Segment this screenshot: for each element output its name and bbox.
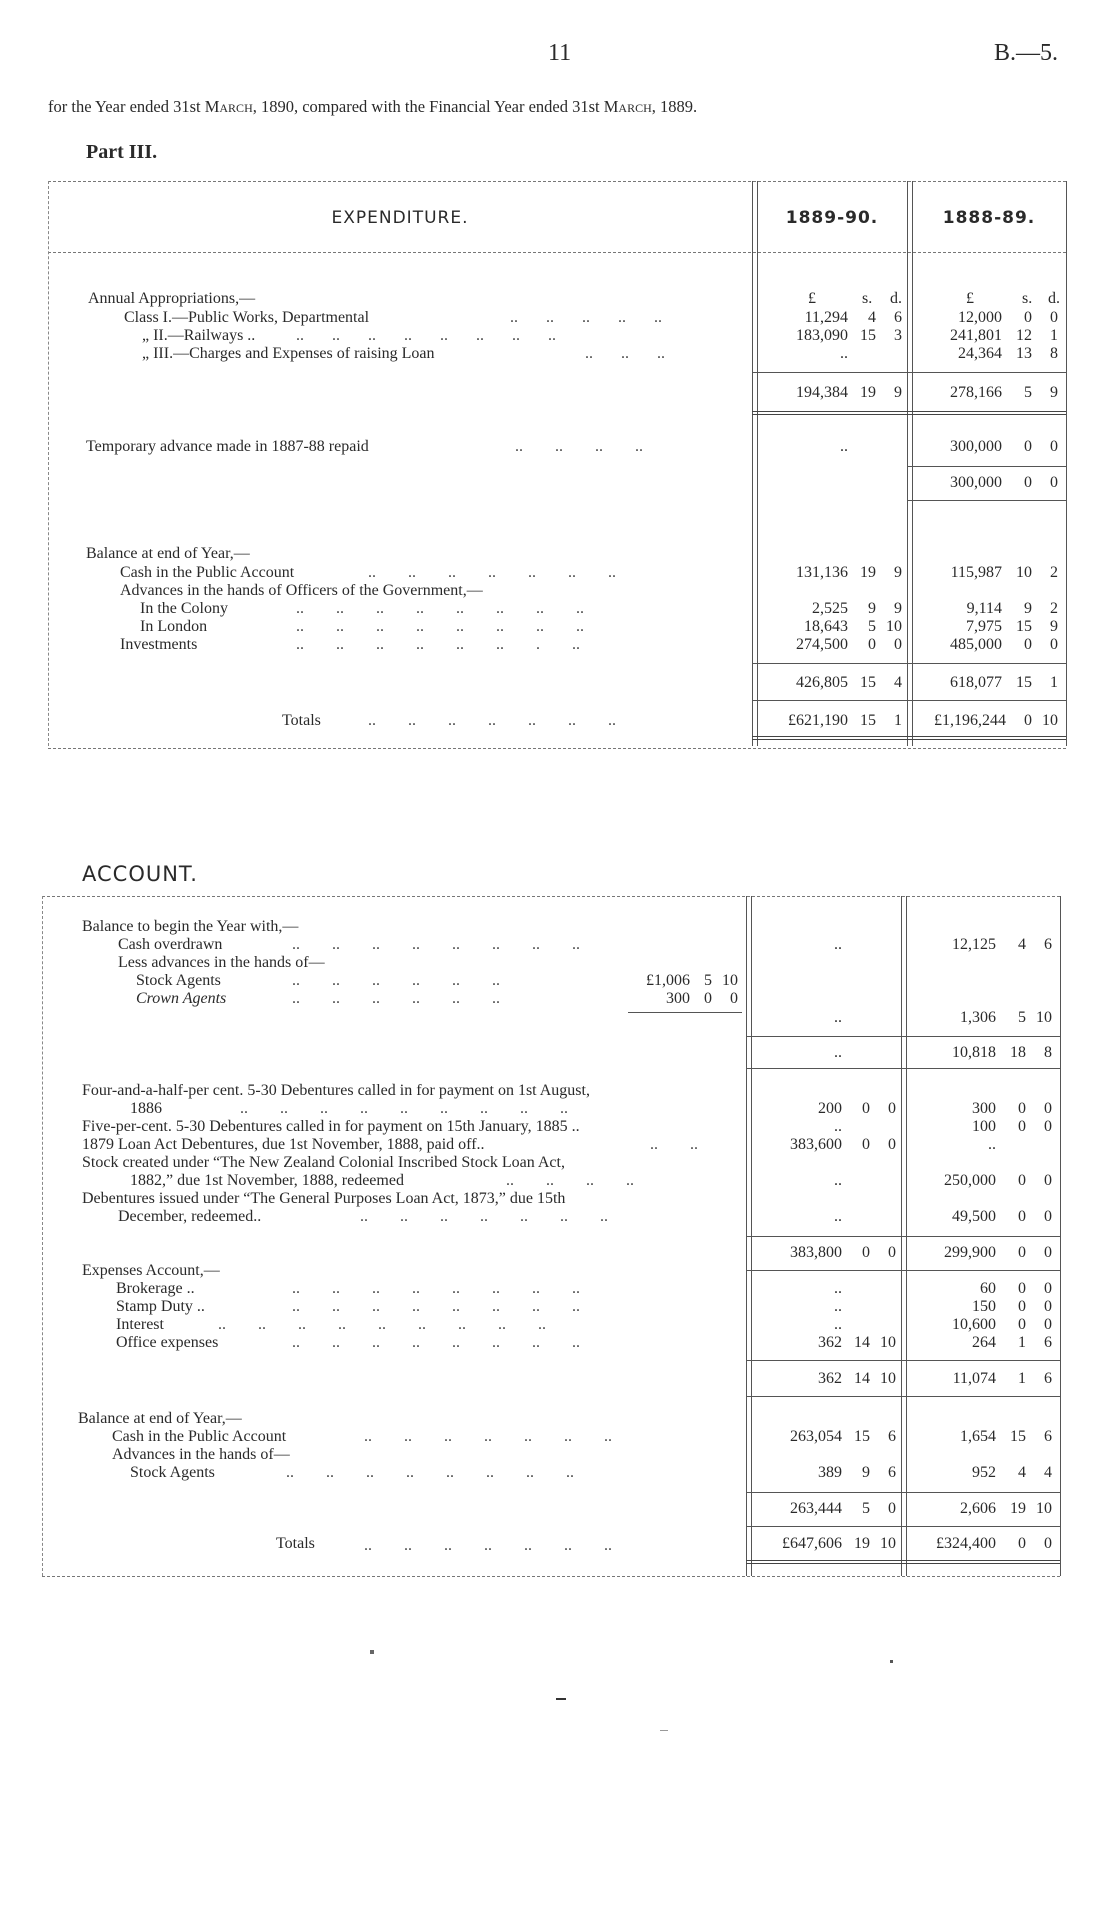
amount-shillings: 9 [868,600,876,617]
amount-pence: 10 [886,618,902,635]
amount-pounds: 11,294 [804,309,848,326]
section-heading: Expenses Account,— [82,1262,220,1279]
amount-empty: .. [834,1172,842,1189]
row-label: Cash overdrawn [118,936,223,953]
amount-shillings: 14 [854,1334,870,1351]
lsd-header: £ [966,290,974,307]
amount-empty: .. [834,1118,842,1135]
amount-pounds: 18,643 [804,618,848,635]
subtotal-pence: 9 [1050,384,1058,401]
column-header-1888-89: 1888-89. [942,208,1036,228]
row-label: 1879 Loan Act Debentures, due 1st November, 1888, paid off.. [82,1136,485,1153]
row-label: Investments [120,636,198,653]
amount-pounds: 12,125 [952,936,996,953]
inner-amount-shillings: 5 [704,972,712,989]
row-label: Office expenses [116,1334,219,1351]
amount-pence: 1 [1050,327,1058,344]
amount-pence: 0 [888,1100,896,1117]
amount-shillings: 0 [868,636,876,653]
total-shillings: 15 [860,712,876,729]
amount-shillings: 15 [1010,1428,1026,1445]
amount-pounds: 150 [972,1298,996,1315]
subtotal-pence: 6 [1044,1370,1052,1387]
total-pounds: £621,190 [788,712,848,729]
amount-pence: 3 [894,327,902,344]
amount-shillings: 9 [862,1464,870,1481]
amount-pounds: 131,136 [796,564,848,581]
amount-shillings: 0 [1018,1118,1026,1135]
amount-pounds: 263,054 [790,1428,842,1445]
total-pence: 1 [894,712,902,729]
amount-shillings: 19 [860,564,876,581]
amount-pounds: 7,975 [966,618,1002,635]
subtotal-shillings: 15 [860,674,876,691]
subtotal-pence: 10 [1036,1500,1052,1517]
amount-pence: 0 [894,636,902,653]
amount-pence: 4 [1044,1464,1052,1481]
row-label: Stock Agents [136,972,221,989]
totals-label: Totals [282,712,321,729]
subtotal-pounds: 299,900 [944,1244,996,1261]
amount-pence: 9 [894,564,902,581]
amount-shillings: 9 [1024,600,1032,617]
amount-pounds: 952 [972,1464,996,1481]
inner-amount-pounds: £1,006 [646,972,690,989]
amount-pounds: 200 [818,1100,842,1117]
subtotal-shillings: 19 [1010,1500,1026,1517]
amount-pence: 8 [1050,345,1058,362]
amount-pence: 0 [1050,309,1058,326]
amount-pence: 10 [1036,1009,1052,1026]
subtotal-pounds: 618,077 [950,674,1002,691]
amount-shillings: 0 [862,1100,870,1117]
row-label: Interest [116,1316,164,1333]
amount-empty: .. [834,1208,842,1225]
amount-shillings: 1 [1018,1334,1026,1351]
amount-pence: 0 [1044,1172,1052,1189]
row-label: Cash in the Public Account [120,564,295,581]
row-label: Temporary advance made in 1887-88 repaid [86,438,369,455]
document-reference: B.—5. [994,40,1059,66]
row-label: In London [140,618,208,635]
total-pence: 0 [1044,1535,1052,1552]
subtotal-shillings: 0 [1024,474,1032,491]
amount-shillings: 4 [1018,1464,1026,1481]
subtotal-pounds: 362 [818,1370,842,1387]
section-heading: Balance to begin the Year with,— [82,918,299,935]
amount-shillings: 0 [1024,636,1032,653]
subtotal-shillings: 19 [860,384,876,401]
amount-shillings: 0 [1018,1316,1026,1333]
subtotal-shillings: 18 [1010,1044,1026,1061]
amount-pence: 2 [1050,564,1058,581]
total-pounds: £647,606 [782,1535,842,1552]
amount-pounds: 241,801 [950,327,1002,344]
subtotal-pounds: 300,000 [950,474,1002,491]
section-heading: Balance at end of Year,— [78,1410,242,1427]
amount-pence: 0 [1044,1280,1052,1297]
amount-pounds: 12,000 [958,309,1002,326]
section-heading: Annual Appropriations,— [88,290,256,307]
subtotal-shillings: 5 [862,1500,870,1517]
subtotal-pounds: 10,818 [952,1044,996,1061]
subtotal-pounds: 263,444 [790,1500,842,1517]
subtotal-pounds: 2,606 [960,1500,996,1517]
amount-shillings: 5 [1018,1009,1026,1026]
row-label: December, redeemed.. [118,1208,262,1225]
row-label: Debentures issued under “The General Purposes Loan Act, 1873,” due 15th [82,1190,566,1207]
column-header-1889-90: 1889-90. [785,208,879,228]
total-shillings: 0 [1024,712,1032,729]
amount-pence: 0 [1044,1208,1052,1225]
inner-amount-pence: 0 [730,990,738,1007]
amount-shillings: 12 [1016,327,1032,344]
amount-pounds: 1,654 [960,1428,996,1445]
total-pence: 10 [1042,712,1058,729]
subtotal-shillings: 1 [1018,1370,1026,1387]
row-label: Brokerage .. [116,1280,195,1297]
inner-amount-pounds: 300 [666,990,690,1007]
amount-pence: 6 [1044,936,1052,953]
amount-pounds: 274,500 [796,636,848,653]
inner-amount-pence: 10 [722,972,738,989]
amount-shillings: 10 [1016,564,1032,581]
row-label: In the Colony [140,600,228,617]
row-label: Crown Agents [136,990,227,1007]
subtotal-shillings: 0 [1018,1244,1026,1261]
amount-empty: .. [834,936,842,953]
subtotal-pounds: 383,800 [790,1244,842,1261]
amount-shillings: 13 [1016,345,1032,362]
print-speck [890,1660,893,1663]
amount-shillings: 0 [1018,1172,1026,1189]
amount-pounds: 183,090 [796,327,848,344]
inner-amount-shillings: 0 [704,990,712,1007]
subtotal-pence: 8 [1044,1044,1052,1061]
amount-pence: 6 [1044,1428,1052,1445]
row-label: „ III.—Charges and Expenses of raising Loan [142,345,435,362]
amount-shillings: 0 [1018,1100,1026,1117]
amount-pounds: 9,114 [966,600,1002,617]
expenditure-header: EXPENDITURE. [331,208,469,228]
row-label: Stamp Duty .. [116,1298,205,1315]
amount-pence: 9 [894,600,902,617]
lsd-header: s. [1022,290,1033,307]
amount-pounds: 10,600 [952,1316,996,1333]
row-label: „ II.—Railways .. [142,327,256,344]
row-label: 1886 [130,1100,162,1117]
amount-empty: .. [834,1298,842,1315]
lsd-header: £ [808,290,816,307]
amount-shillings: 4 [868,309,876,326]
lsd-header: d. [1048,290,1060,307]
row-label: Less advances in the hands of— [118,954,325,971]
amount-shillings: 0 [1018,1208,1026,1225]
amount-pounds: 2,525 [812,600,848,617]
amount-pence: 0 [1044,1118,1052,1135]
row-label: Advances in the hands of Officers of the Government,— [120,582,483,599]
amount-shillings: 15 [1016,618,1032,635]
amount-shillings: 0 [1024,309,1032,326]
row-label: Four-and-a-half-per cent. 5-30 Debentures called in for payment on 1st August, [82,1082,590,1099]
lsd-header: d. [890,290,902,307]
amount-pence: 6 [888,1464,896,1481]
subtotal-pence: 0 [888,1500,896,1517]
amount-pounds: 389 [818,1464,842,1481]
amount-pounds: 60 [980,1280,996,1297]
subtotal-shillings: 15 [1016,674,1032,691]
amount-empty: .. [840,345,848,362]
page-number: 11 [548,40,572,66]
subtotal-shillings: 14 [854,1370,870,1387]
amount-pounds: 100 [972,1118,996,1135]
amount-pence: 6 [888,1428,896,1445]
subtotal-pence: 1 [1050,674,1058,691]
subtotal-pence: 4 [894,674,902,691]
subtotal-shillings: 5 [1024,384,1032,401]
amount-pounds: 300,000 [950,438,1002,455]
amount-shillings: 15 [854,1428,870,1445]
subtotal-pence: 10 [880,1370,896,1387]
amount-empty: .. [988,1136,996,1153]
total-shillings: 0 [1018,1535,1026,1552]
print-speck [556,1698,566,1700]
subtotal-pence: 0 [1044,1244,1052,1261]
section-heading: Balance at end of Year,— [86,545,250,562]
row-label: Stock Agents [130,1464,215,1481]
amount-pence: 0 [1044,1100,1052,1117]
amount-empty: .. [834,1316,842,1333]
amount-pence: 2 [1050,600,1058,617]
amount-pence: 6 [894,309,902,326]
amount-empty: .. [834,1280,842,1297]
row-label: 1882,” due 1st November, 1888, redeemed [130,1172,404,1189]
amount-pence: 6 [1044,1334,1052,1351]
amount-pounds: 49,500 [952,1208,996,1225]
row-label: Stock created under “The New Zealand Colonial Inscribed Stock Loan Act, [82,1154,565,1171]
total-pounds: £1,196,244 [934,712,1006,729]
lsd-header: s. [862,290,873,307]
amount-pence: 0 [888,1136,896,1153]
amount-pence: 0 [1044,1298,1052,1315]
amount-pounds: 250,000 [944,1172,996,1189]
amount-pounds: 264 [972,1334,996,1351]
subtotal-pounds: 278,166 [950,384,1002,401]
row-label: Five-per-cent. 5-30 Debentures called in for payment on 15th January, 1885 .. [82,1118,580,1135]
amount-shillings: 0 [1018,1298,1026,1315]
print-speck [660,1730,668,1731]
amount-pounds: 1,306 [960,1009,996,1026]
amount-shillings: 4 [1018,936,1026,953]
amount-pounds: 383,600 [790,1136,842,1153]
amount-shillings: 0 [1024,438,1032,455]
row-label: Advances in the hands of— [112,1446,290,1463]
totals-label: Totals [276,1535,315,1552]
amount-pounds: 24,364 [958,345,1002,362]
account-heading: ACCOUNT. [82,862,198,886]
part-heading: Part III. [86,141,158,163]
amount-pence: 0 [1050,438,1058,455]
amount-shillings: 0 [1018,1280,1026,1297]
amount-empty: .. [840,438,848,455]
total-pounds: £324,400 [936,1535,996,1552]
subtotal-pounds: 194,384 [796,384,848,401]
amount-pounds: 362 [818,1334,842,1351]
subtotal-shillings: 0 [862,1244,870,1261]
subtotal-pounds: 11,074 [952,1370,996,1387]
row-label: Cash in the Public Account [112,1428,287,1445]
amount-shillings: 15 [860,327,876,344]
total-shillings: 19 [854,1535,870,1552]
print-speck [370,1650,374,1654]
subtotal-pence: 0 [1050,474,1058,491]
amount-shillings: 5 [868,618,876,635]
amount-pence: 9 [1050,618,1058,635]
subtotal-empty: .. [834,1044,842,1061]
amount-pence: 0 [1050,636,1058,653]
amount-pounds: 115,987 [950,564,1002,581]
page-subtitle: for the Year ended 31st March, 1890, compared with the Financial Year ended 31st March, 1889. [48,97,698,116]
subtotal-pounds: 426,805 [796,674,848,691]
amount-pence: 10 [880,1334,896,1351]
total-pence: 10 [880,1535,896,1552]
subtotal-pence: 0 [888,1244,896,1261]
subtotal-pence: 9 [894,384,902,401]
amount-pence: 0 [1044,1316,1052,1333]
amount-empty: .. [834,1009,842,1026]
amount-shillings: 0 [862,1136,870,1153]
amount-pounds: 300 [972,1100,996,1117]
row-label: Class I.—Public Works, Departmental [124,309,370,326]
amount-pounds: 485,000 [950,636,1002,653]
